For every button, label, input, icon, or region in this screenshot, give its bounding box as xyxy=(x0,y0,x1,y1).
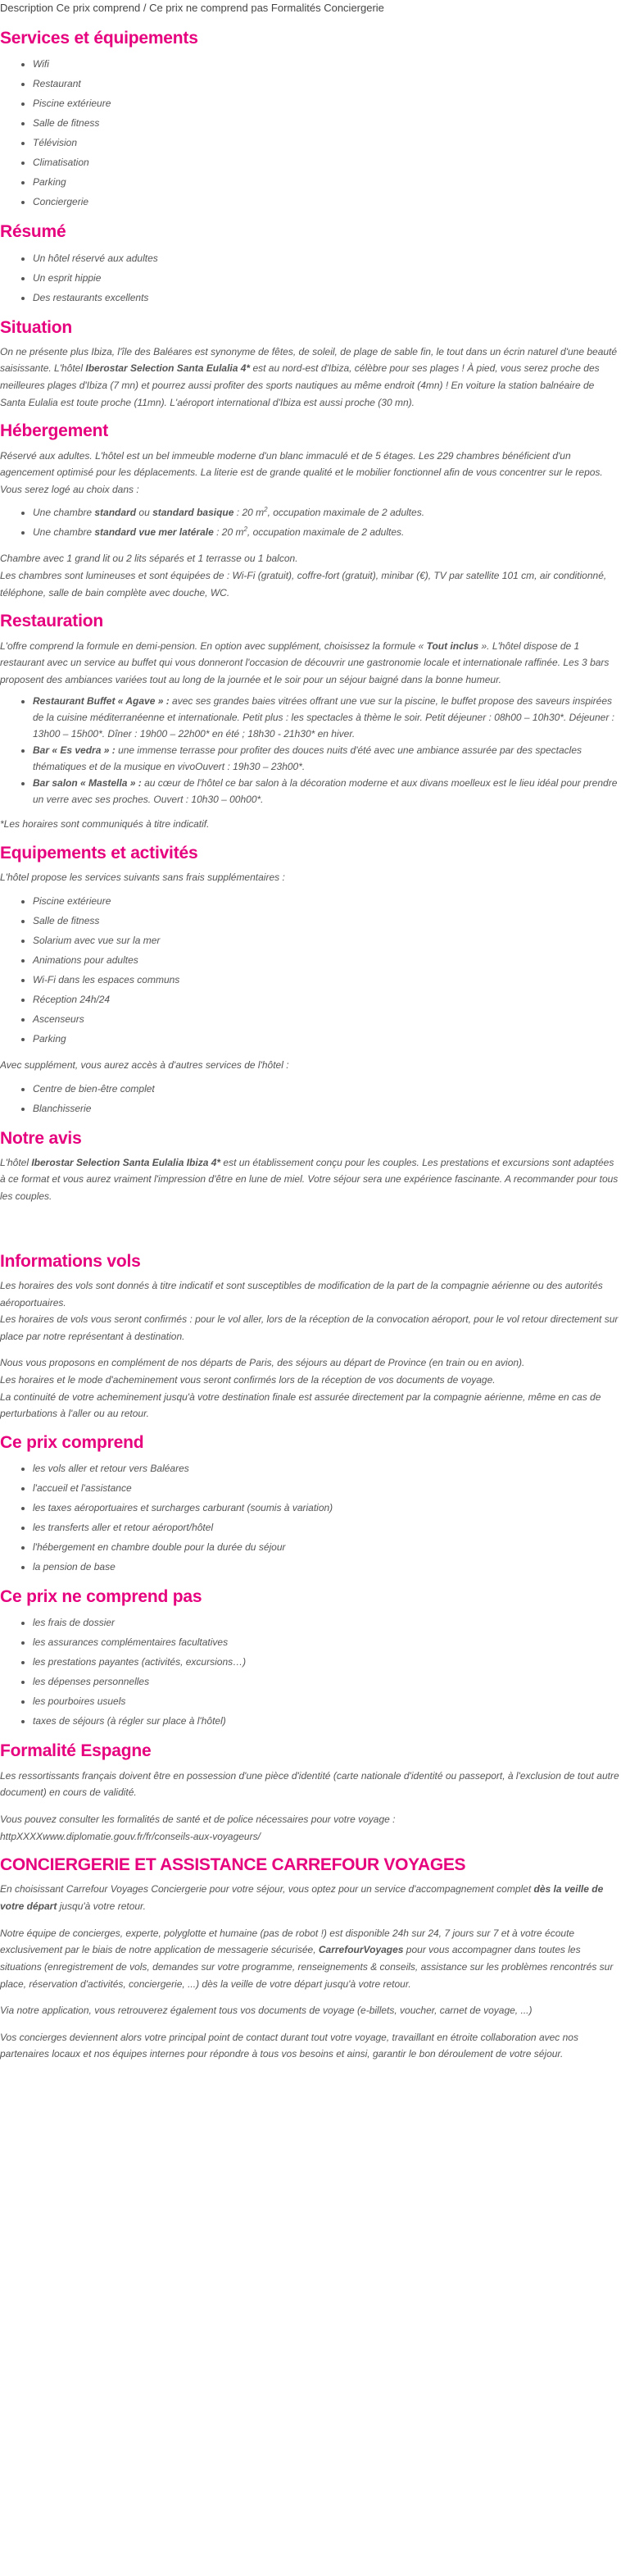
list-item: • les transferts aller et retour aéroport/hôtel xyxy=(33,1518,621,1537)
list-item: • Wifi xyxy=(33,54,621,74)
list-item: • Piscine extérieure xyxy=(33,891,621,911)
supplement-list xyxy=(0,1079,621,1118)
equipements-list xyxy=(0,891,621,1049)
ne-comprend-list xyxy=(0,1613,621,1731)
conciergerie-paragraph-2: Notre équipe de concierges, experte, polyglotte et humaine (pas de robot !) est disponible 24h sur 24, 7 jours sur 7 et à votre écoute exclusivement par le biais de notre application de messagerie sécurisée, CarrefourVoyages pour vous accompagner dans toutes les situations (enregistrement de vols, demandes sur votre programme, renseignements & conseils, assistance sur les problèmes rencontrés sur place, réservation d'activités, conciergerie, ...) dès la veille de votre départ jusqu'à votre retour. xyxy=(0,1927,614,1990)
list-item: • Télévision xyxy=(33,133,621,152)
list-item: • Centre de bien-être complet xyxy=(33,1079,621,1099)
list-item: • Bar salon « Mastella » : au cœur de l'hôtel ce bar salon à la décoration moderne et aux divans moelleux est le lieu idéal pour prendre un verre avec ses proches. Ouvert : 10h30 – 00h00*. xyxy=(33,775,621,808)
list-item: • taxes de séjours (à régler sur place à l'hôtel) xyxy=(33,1711,621,1731)
list-item: • Restaurant xyxy=(33,74,621,93)
restauration-intro: L'offre comprend la formule en demi-pension. En option avec supplément, choisissez la formule « Tout inclus ». L'hôtel dispose de 1 restaurant avec un service au buffet qui vous donneront l'occasion de découvrir une gastronomie locale et internationale raffinée. Les 3 bars proposent des ambiances variées tout au long de la journée et le soir pour un séjour baigné dans la bonne humeur. xyxy=(0,639,610,685)
resume-title: Résumé xyxy=(0,222,66,242)
list-item: • Solarium avec vue sur la mer xyxy=(33,931,621,950)
list-item: • Parking xyxy=(33,172,621,192)
list-item: • les vols aller et retour vers Baléares xyxy=(33,1459,621,1478)
list-item: • Climatisation xyxy=(33,152,621,172)
list-item: • les dépenses personnelles xyxy=(33,1672,621,1691)
avis-title: Notre avis xyxy=(0,1128,82,1148)
vols-paragraph-1: Les horaires des vols sont donnés à titre indicatif et sont susceptibles de modification de la part de la compagnie aérienne ou des autorités aéroportuaires. Les horaires de vols vous seront confirmés : pour le vol aller, lors de la réception de la convocation aéroport, pour le vol retour directement sur place par notre représentant à destination. xyxy=(0,1279,619,1342)
avis-paragraph: L'hôtel Iberostar Selection Santa Eulalia Ibiza 4* est un établissement conçu pour les couples. Les prestations et excursions sont adaptées à ce format et vous aurez vraiment l'impression d'être en lune de miel. Votre séjour sera une expérience fascinante. A recommander pour tous les couples. xyxy=(0,1156,619,1202)
list-item: • Une chambre standard vue mer latérale : 20 $m^2$, occupation maximale de 2 adultes. xyxy=(33,522,621,542)
list-item: • Restaurant Buffet « Agave » : avec ses grandes baies vitrées offrant une vue sur la piscine, le buffet propose des saveurs inspirées de la cuisine méditerranéenne et internationale. Petit plus : les spectacles à thème le soir. Petit déjeuner : 08h00 – 10h30*. Déjeuner : 13h00 – 15h00*. Dîner : 19h00 – 22h00* en été ; 18h30 - 21h30* en hiver. xyxy=(33,693,621,742)
list-item: • l'hébergement en chambre double pour la durée du séjour xyxy=(33,1537,621,1557)
equipements-title: Equipements et activités xyxy=(0,844,198,862)
equipements-intro: L'hôtel propose les services suivants sans frais supplémentaires : xyxy=(0,872,285,884)
formalite-paragraph-1: Les ressortissants français doivent être en possession d'une pièce d'identité (carte nationale d'identité ou passeport, à l'exclusion de tout autre document) en cours de validité. xyxy=(0,1769,619,1799)
list-item: • Bar « Es vedra » : une immense terrasse pour profiter des douces nuits d'été avec une ambiance assurée par des spectacles thématiques et de la musique en vivoOuvert : 19h30 – 23h00*. xyxy=(33,742,621,775)
list-item: • Piscine extérieure xyxy=(33,93,621,113)
comprend-title: Ce prix comprend xyxy=(0,1432,144,1452)
supplement-intro: Avec supplément, vous aurez accès à d'autres services de l'hôtel : xyxy=(0,1058,289,1071)
list-item: • Réception 24h/24 xyxy=(33,990,621,1009)
list-item: • l'accueil et l'assistance xyxy=(33,1478,621,1498)
resume-list xyxy=(0,248,621,307)
list-item: • Blanchisserie xyxy=(33,1099,621,1118)
list-item: • les prestations payantes (activités, excursions…) xyxy=(33,1652,621,1672)
vols-paragraph-2: Nous vous proposons en complément de nos départs de Paris, des séjours au départ de Province (en train ou en avion). Les horaires et le mode d'acheminement vous seront confirmés lors de la réception de vos documents de voyage. La continuité de votre acheminement jusqu'à votre destination finale est assurée directement par la compagnie aérienne, même en cas de perturbations à l'aller ou au retour. xyxy=(0,1357,601,1420)
restaurant-list xyxy=(0,693,621,808)
conciergerie-paragraph-4: Vos concierges deviennent alors votre principal point de contact durant tout votre voyage, travaillant en étroite collaboration avec nos partenaires locaux et nos équipes internes pour répondre à tous vos besoins et ainsi, garantir le bon déroulement de votre séjour. xyxy=(0,2031,578,2060)
situation-paragraph: On ne présente plus Ibiza, l'île des Baléares est synonyme de fêtes, de soleil, de plage de sable fin, le tout dans un écrin naturel d'une beauté saisissante. L'hôtel Iberostar Selection Santa Eulalia 4* est au nord-est d'Ibiza, célèbre pour ses plages ! À pied, vous serez proche des meilleures plages d'Ibiza (7 mn) et pourrez aussi profiter des sports nautiques au même endroit (4mn) ! En voiture la station balnéaire de Santa Eulalia est toute proche (11mn). L'aéroport international d'Ibiza est aussi proche (30 mn). xyxy=(0,345,618,408)
restauration-title: Restauration xyxy=(0,612,103,631)
comprend-list xyxy=(0,1459,621,1577)
list-item: • Animations pour adultes xyxy=(33,950,621,970)
list-item: • Salle de fitness xyxy=(33,113,621,133)
conciergerie-title: CONCIERGERIE ET ASSISTANCE CARREFOUR VOYAGES xyxy=(0,1855,466,1875)
list-item: • Parking xyxy=(33,1029,621,1049)
list-item: • Une chambre standard ou standard basique : 20 $m^2$, occupation maximale de 2 adultes. xyxy=(33,503,621,522)
list-item: • Ascenseurs xyxy=(33,1009,621,1029)
list-item: • les taxes aéroportuaires et surcharges carburant (soumis à variation) xyxy=(33,1498,621,1518)
list-item: • les assurances complémentaires facultatives xyxy=(33,1632,621,1652)
room-details: Chambre avec 1 grand lit ou 2 lits séparés et 1 terrasse ou 1 balcon. Les chambres sont lumineuses et sont équipées de : Wi-Fi (gratuit), coffre-fort (gratuit), minibar (€), TV par satellite 101 cm, air conditionné, téléphone, salle de bain complète avec douche, WC. xyxy=(0,553,607,598)
situation-title: Situation xyxy=(0,317,73,337)
formalite-link[interactable]: httpXXXXwww.diplomatie.gouv.fr/fr/conseils-aux-voyageurs/ xyxy=(0,1830,261,1842)
conciergerie-paragraph-1: En choisissant Carrefour Voyages Conciergerie pour votre séjour, vous optez pour un service d'accompagnement complet dès la veille de votre départ jusqu'à votre retour. xyxy=(0,1883,604,1912)
conciergerie-paragraph-3: Via notre application, vous retrouverez également tous vos documents de voyage (e-billets, voucher, carnet de voyage, ...) xyxy=(0,2005,533,2017)
list-item: • les pourboires usuels xyxy=(33,1691,621,1711)
ne-comprend-title: Ce prix ne comprend pas xyxy=(0,1587,202,1607)
formalite-title: Formalité Espagne xyxy=(0,1741,152,1761)
formalite-paragraph-2: Vous pouvez consulter les formalités de santé et de police nécessaires pour votre voyage : httpXXXXwww.diplomatie.gouv.fr/fr/conseils-aux-voyageurs/ xyxy=(0,1813,396,1842)
horaires-note: *Les horaires sont communiqués à titre indicatif. xyxy=(0,818,210,831)
list-item: • les frais de dossier xyxy=(33,1613,621,1632)
section-spacer xyxy=(0,1207,621,1241)
services-list xyxy=(0,54,621,212)
list-item: • Wi-Fi dans les espaces communs xyxy=(33,970,621,990)
hebergement-intro: Réservé aux adultes. L'hôtel est un bel immeuble moderne d'un blanc immaculé et de 5 étages. Les 229 chambres bénéficient d'un agencement optimisé pour les déplacements. La literie est de grande qualité et le mobilier fonctionnel afin de vous concentrer sur le repos. Vous serez logé au choix dans : xyxy=(0,449,603,495)
list-item: • Un hôtel réservé aux adultes xyxy=(33,248,621,268)
list-item: • la pension de base xyxy=(33,1557,621,1577)
list-item: • Un esprit hippie xyxy=(33,268,621,288)
room-list xyxy=(0,503,621,542)
services-title: Services et équipements xyxy=(0,29,198,48)
list-item: • Des restaurants excellents xyxy=(33,288,621,307)
vols-title: Informations vols xyxy=(0,1251,141,1271)
tabs-bar[interactable]: Description Ce prix comprend / Ce prix ne comprend pas Formalités Conciergerie xyxy=(0,2,384,14)
list-item: • Salle de fitness xyxy=(33,911,621,931)
hebergement-title: Hébergement xyxy=(0,421,109,441)
list-item: • Conciergerie xyxy=(33,192,621,212)
